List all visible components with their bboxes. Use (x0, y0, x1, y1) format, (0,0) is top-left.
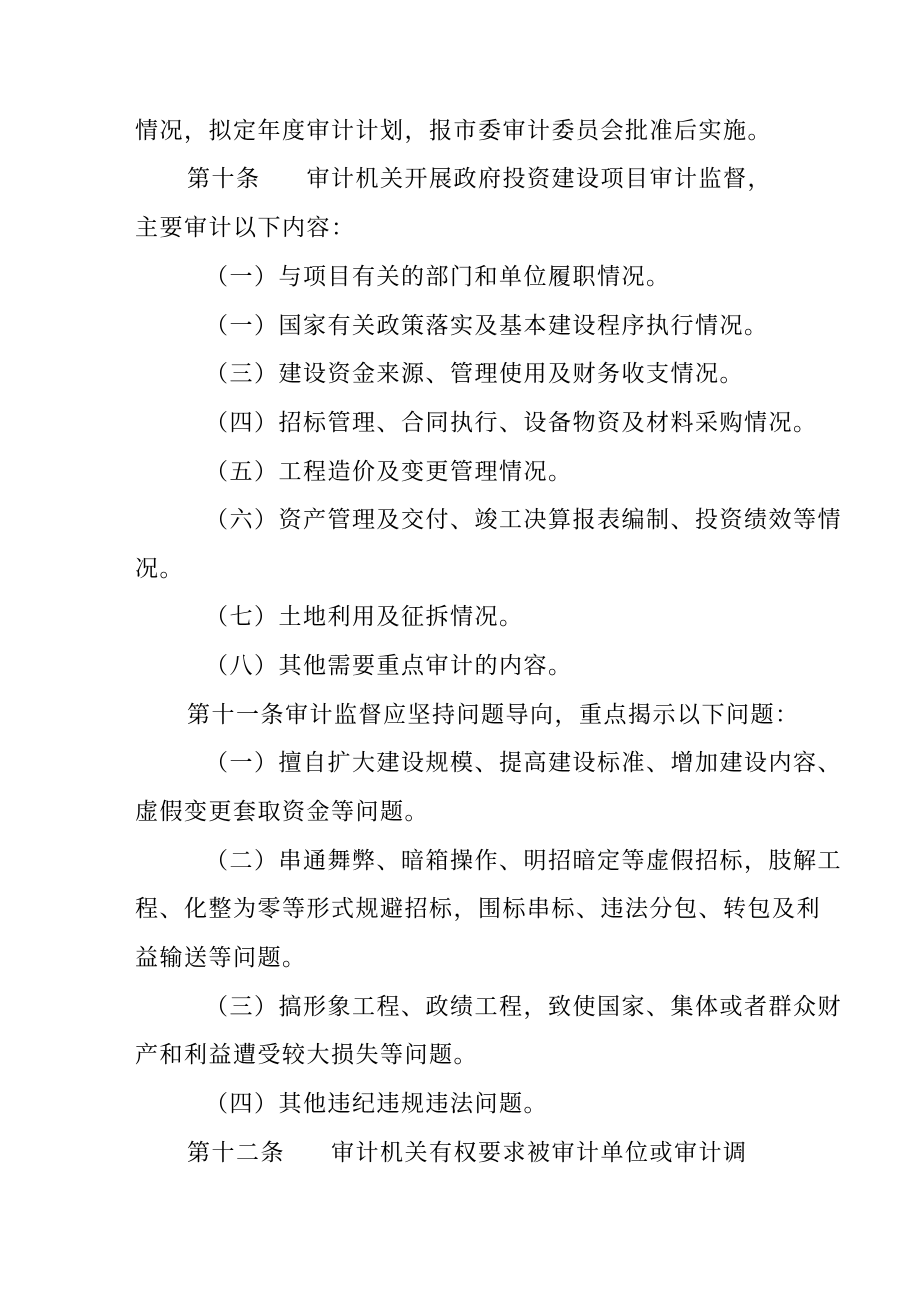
text-line-3: 主要审计以下内容： (135, 215, 356, 241)
list-item-6: （六）资产管理及交付、竣工决算报表编制、投资绩效等情 (205, 507, 842, 533)
problem-item-2-cont-1: 程、化整为零等形式规避招标，围标串标、违法分包、转包及利 (135, 896, 821, 922)
article-12-number: 第十二条 (187, 1140, 285, 1166)
problem-item-3: （三）搞形象工程、政绩工程，致使国家、集体或者群众财 (205, 994, 842, 1020)
article-12-heading (187, 1138, 748, 1168)
list-item-7: （七）土地利用及征拆情况。 (205, 604, 524, 630)
list-item-3: （三）建设资金来源、管理使用及财务收支情况。 (205, 361, 744, 387)
problem-item-1-cont: 虚假变更套取资金等问题。 (135, 799, 429, 825)
text-line-1: 情况，拟定年度审计计划，报市委审计委员会批准后实施。 (135, 118, 772, 144)
problem-item-2-cont-2: 益输送等问题。 (135, 945, 307, 971)
list-item-2: （一）国家有关政策落实及基本建设程序执行情况。 (205, 313, 769, 339)
article-10-heading (187, 164, 772, 194)
article-11-heading: 第十一条审计监督应坚持问题导向，重点揭示以下问题： (187, 702, 800, 728)
article-10-text: 审计机关开展政府投资建设项目审计监督， (306, 166, 772, 192)
list-item-4: （四）招标管理、合同执行、设备物资及材料采购情况。 (205, 410, 818, 436)
problem-item-3-cont: 产和利益遭受较大损失等问题。 (135, 1042, 478, 1068)
list-item-8: （八）其他需要重点审计的内容。 (205, 653, 573, 679)
article-12-text: 审计机关有权要求被审计单位或审计调 (331, 1140, 748, 1166)
problem-item-1: （一）擅自扩大建设规模、提高建设标准、增加建设内容、 (205, 750, 842, 776)
problem-item-4: （四）其他违纪违规违法问题。 (205, 1091, 548, 1117)
list-item-5: （五）工程造价及变更管理情况。 (205, 459, 573, 485)
problem-item-2: （二）串通舞弊、暗箱操作、明招暗定等虚假招标，肢解工 (205, 848, 842, 874)
list-item-6-cont: 况。 (135, 556, 184, 582)
list-item-1: （一）与项目有关的部门和单位履职情况。 (205, 264, 671, 290)
article-10-number: 第十条 (187, 166, 261, 192)
